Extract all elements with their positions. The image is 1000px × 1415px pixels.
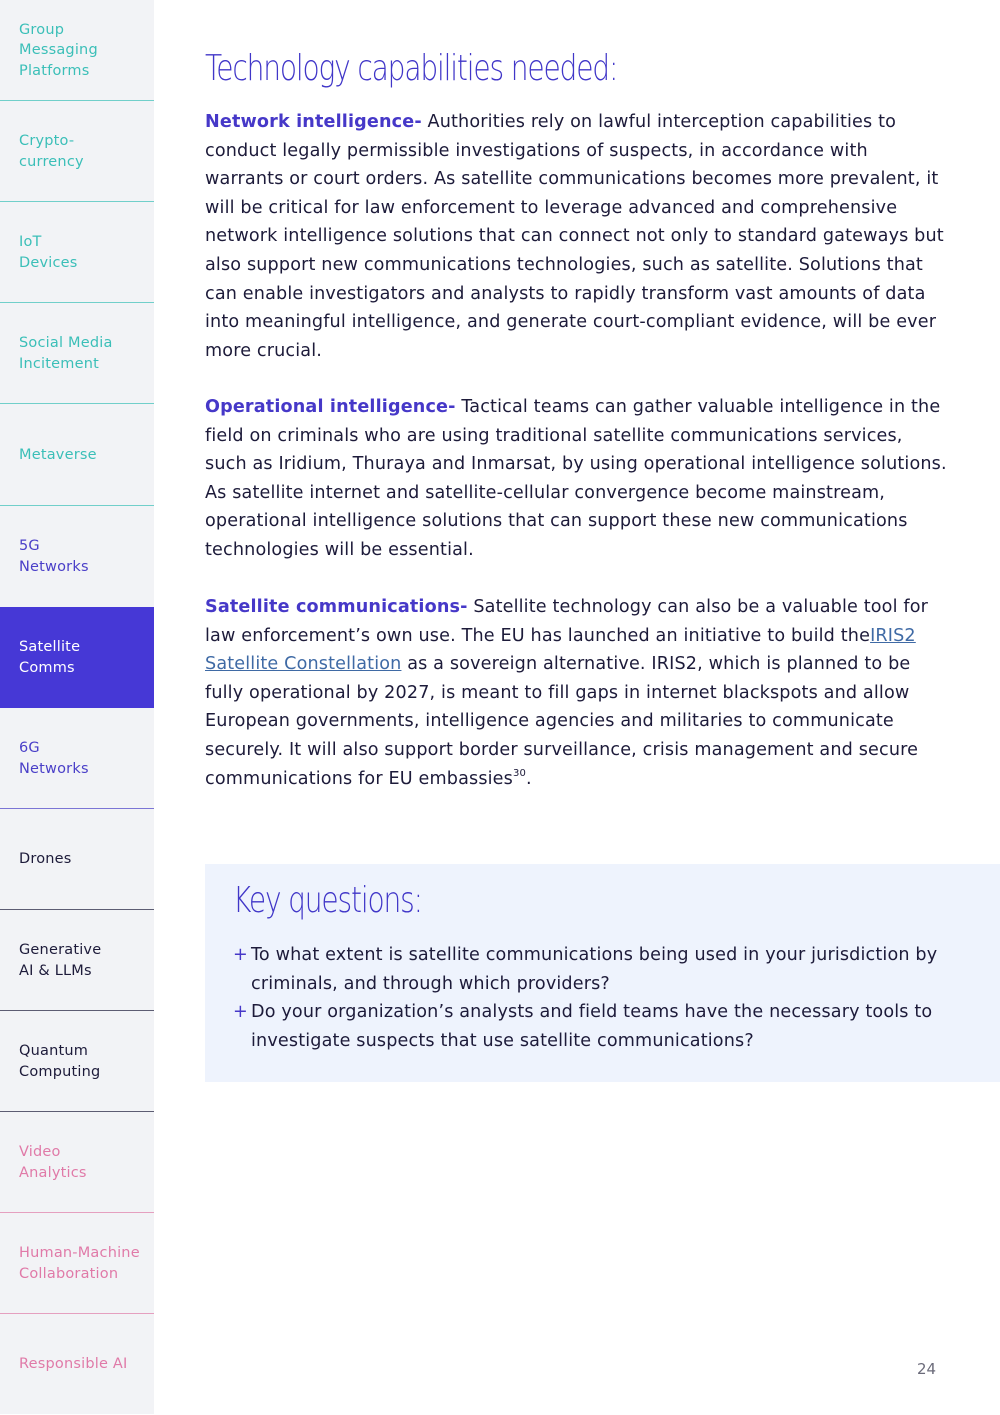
satellite-text-before: Satellite technology can also be a valuable tool for law enforcement’s own use. The EU has launched an initiative to build the [205,597,929,646]
satellite-text-end: . [526,768,532,789]
key-question-text: To what extent is satellite communications being used in your jurisdiction by criminals, and through which providers? [251,945,938,994]
sidebar-item-label: 5G Networks [19,538,89,575]
sidebar-item[interactable] [0,708,154,809]
sidebar-item-label: Quantum Computing [19,1043,101,1080]
operational-intelligence-text: Tactical teams can gather valuable intelligence in the field on criminals who are using traditional satellite communications services, such as Iridium, Thuraya and Inmarsat, by using operational intelligence solutions. As satellite internet and satellite-cellular convergence become mainstream, operational intelligence solutions that can support these new communications technologies will be essential. [205,397,947,560]
sidebar-item-label: Human-Machine Collaboration [19,1245,140,1282]
sidebar-item-label: Satellite Comms [19,639,81,676]
key-question-item [233,998,953,1055]
satellite-text-after: as a sovereign alternative. IRIS2, which is planned to be fully operational by 2027, is meant to fill gaps in internet blackspots and allow European governments, intelligence agencies and militaries to communicate securely. It will also support border surveillance, crisis management and secure communications for EU embassies [205,654,919,789]
satellite-communications-paragraph [205,593,950,793]
sidebar-item[interactable] [0,910,154,1011]
plus-icon: + [233,945,248,965]
sidebar-item-label: Group Messaging Platforms [19,21,98,79]
sidebar-item-label: IoT Devices [19,234,78,271]
page-number: 24 [917,1360,937,1378]
sidebar-item-label: Social Media Incitement [19,335,113,372]
sidebar-item[interactable] [0,303,154,404]
sidebar-item[interactable] [0,202,154,303]
sidebar-item[interactable] [0,404,154,506]
iris2-link[interactable]: IRIS2 Satellite Constellation [205,625,916,675]
sidebar-item[interactable] [0,101,154,202]
sidebar-item-label: Video Analytics [19,1144,87,1181]
sidebar-item[interactable] [0,1213,154,1314]
network-intelligence-text: Authorities rely on lawful interception capabilities to conduct legally permissible investigations of suspects, in accordance with warrants or court orders. As satellite communications becomes more prevalent, it will be critical for law enforcement to leverage advanced and comprehensive network intelligence solutions that can connect not only to standard gateways but also support new communications technologies, such as satellite. Solutions that can enable investigators and analysts to rapidly transform vast amounts of data into meaningful intelligence, and generate court-compliant evidence, will be ever more crucial. [205,112,944,361]
satellite-communications-heading: Satellite communications- [205,597,468,617]
sidebar-item-label: Drones [19,851,72,868]
sidebar-nav [0,0,154,1414]
footnote-ref[interactable]: 30 [512,767,526,779]
network-intelligence-paragraph [205,108,950,365]
operational-intelligence-paragraph [205,393,950,565]
sidebar-item[interactable] [0,809,154,910]
sidebar-item[interactable] [0,0,154,101]
sidebar-item[interactable] [0,506,154,607]
sidebar-item-label: Metaverse [19,446,97,463]
sidebar-item[interactable] [0,607,154,708]
sidebar-item-label: Crypto- currency [19,133,84,170]
sidebar-item[interactable] [0,1314,154,1415]
sidebar-item[interactable] [0,1011,154,1112]
key-question-item [233,941,953,998]
sidebar-item-label: Generative AI & LLMs [19,942,102,979]
sidebar-item[interactable] [0,1112,154,1213]
operational-intelligence-heading: Operational intelligence- [205,397,456,417]
page-title: Technology capabilities needed: [205,48,618,89]
key-question-text: Do your organization’s analysts and field teams have the necessary tools to investigate suspects that use satellite communications? [251,1002,933,1051]
sidebar-item-label: 6G Networks [19,740,89,777]
network-intelligence-heading: Network intelligence- [205,112,422,132]
sidebar-item-label: Responsible AI [19,1356,128,1373]
plus-icon: + [233,1002,248,1022]
key-questions-title: Key questions: [233,880,422,921]
